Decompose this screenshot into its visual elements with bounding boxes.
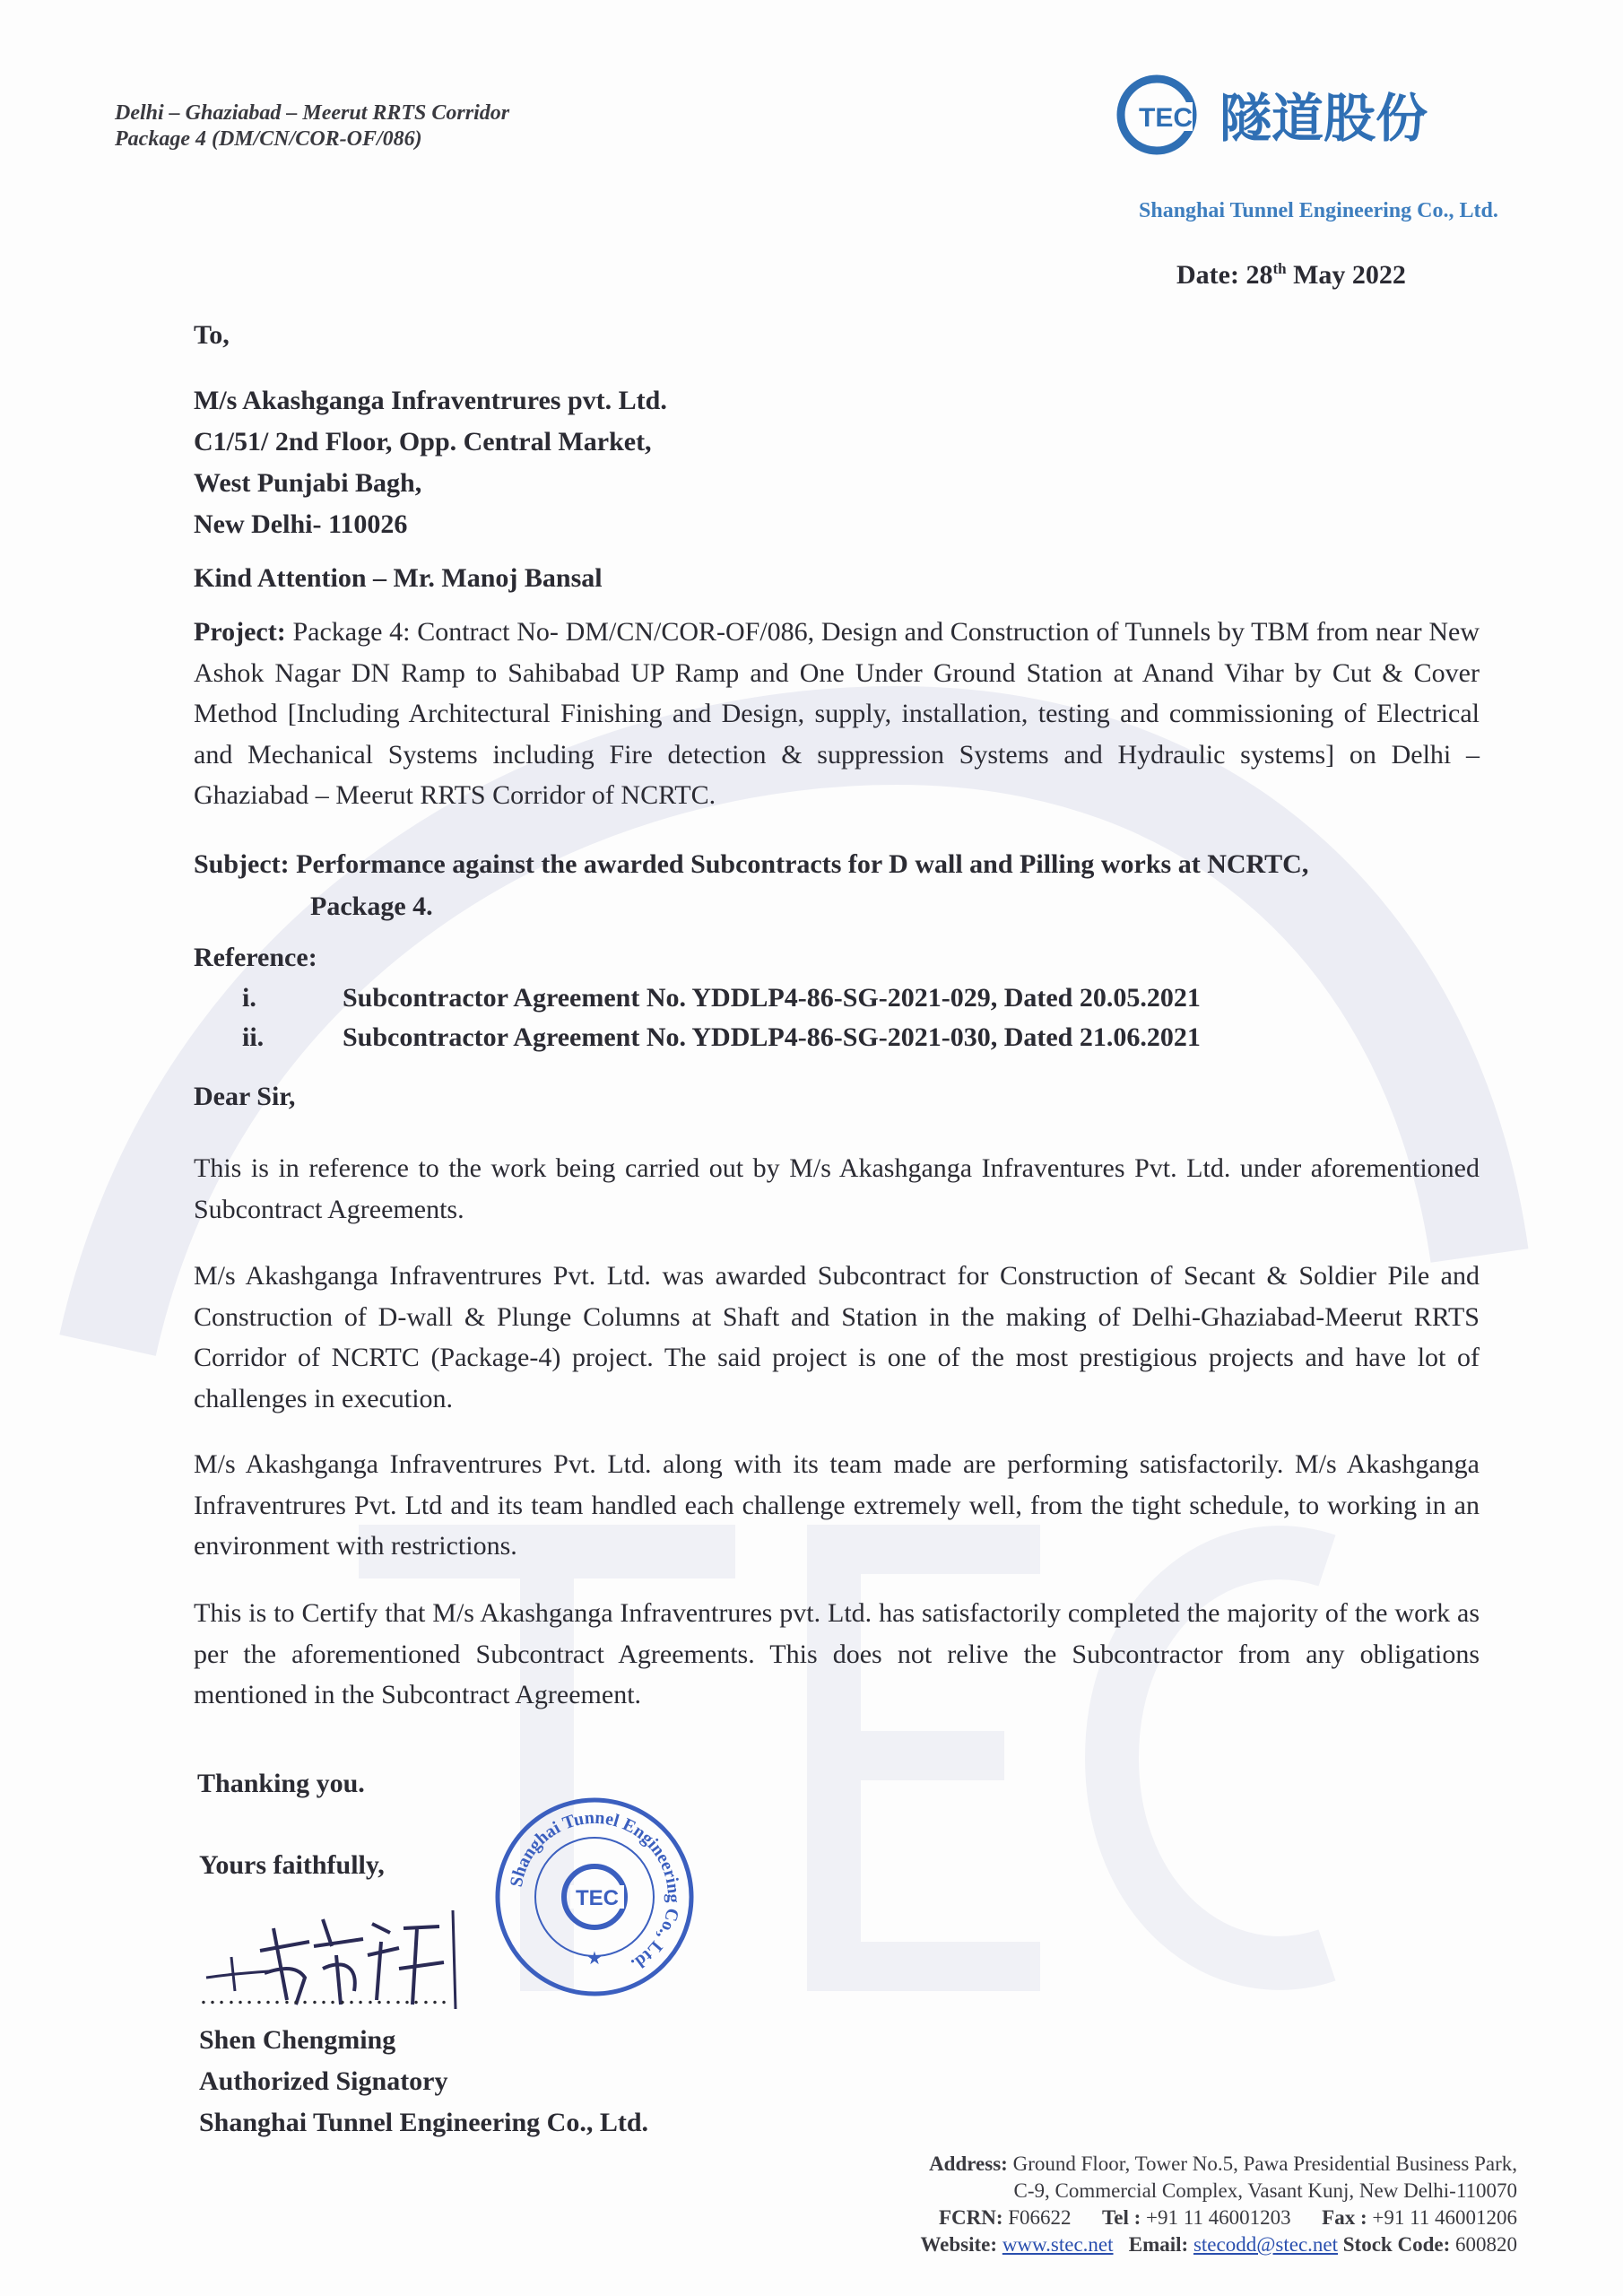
project-text: Package 4: Contract No- DM/CN/COR-OF/086, Design and Construction of Tunnels by TBM from near New Ashok Nagar DN Ramp to Sahibabad UP Ramp and One Under Ground Station at Anand Vihar by Cut & Cover Method [Including Architectural Finishing and Design, supply, installation, testing and commissioning of Electrical and Mechanical Systems including Fire detection & suppression Systems and Hydraulic systems] on Delhi – Ghaziabad – Meerut RRTS Corridor of NCRTC. xyxy=(194,617,1480,810)
seal-ring-text: Shanghai Tunnel Engineering Co., Ltd. xyxy=(506,1807,684,1975)
signature-dots: ……………………… xyxy=(199,1980,449,2010)
logo-chinese: 隧道股份 xyxy=(1219,88,1428,149)
reference-item: i. Subcontractor Agreement No. YDDLP4-86-SG-2021-029, Dated 20.05.2021 xyxy=(242,983,1201,1013)
letter-header xyxy=(115,100,509,152)
package-line: Package 4 (DM/CN/COR-OF/086) xyxy=(115,127,422,151)
seal-center-text: TEC xyxy=(576,1886,619,1910)
recipient-address xyxy=(194,380,667,545)
footer-contacts: FCRN: F06622 Tel : +91 11 46001203 Fax : +91 11 46001206 xyxy=(938,2206,1517,2229)
svg-text:★: ★ xyxy=(586,1949,603,1969)
address-line: West Punjabi Bagh, xyxy=(194,468,422,498)
email-link[interactable]: stecodd@stec.net xyxy=(1193,2233,1339,2256)
website-link[interactable]: www.stec.net xyxy=(1002,2233,1114,2256)
project-paragraph xyxy=(194,612,1480,816)
address-line: New Delhi- 110026 xyxy=(194,509,408,539)
signatory-block xyxy=(199,2020,648,2144)
project-label: Project: xyxy=(194,617,286,647)
attention-line: Kind Attention – Mr. Manoj Bansal xyxy=(194,563,603,593)
thanks-line: Thanking you. xyxy=(197,1769,365,1798)
subject-line1: Subject: Performance against the awarded Subcontracts for D wall and Pilling works at NCRTC, xyxy=(194,849,1309,879)
tec-logo xyxy=(1112,70,1560,160)
footer-address-line2: C-9, Commercial Complex, Vasant Kunj, New Delhi-110070 xyxy=(1013,2179,1517,2202)
reference-heading: Reference: xyxy=(194,943,317,972)
company-name-header: Shanghai Tunnel Engineering Co., Ltd. xyxy=(1139,199,1498,222)
signatory-name: Shen Chengming xyxy=(199,2025,396,2055)
body-paragraph: This is to Certify that M/s Akashganga Infraventrures pvt. Ltd. has satisfactorily completed the majority of the work as per the aforementioned Subcontract Agreements. This does not relive the Subcontractor from any obligations mentioned in the Subcontract Agreement. xyxy=(194,1598,1480,1709)
body-paragraph: This is in reference to the work being carried out by M/s Akashganga Infraventures Pvt. Ltd. under aforementioned Subcontract Agreements. xyxy=(194,1153,1480,1224)
body-paragraph: M/s Akashganga Infraventrures Pvt. Ltd. along with its team made are performing satisfactorily. M/s Akashganga Infraventrures Pvt. Ltd and its team handled each challenge extremely well, from the tight schedule, to working in an environment with restrictions. xyxy=(194,1449,1480,1561)
signatory-title: Authorized Signatory xyxy=(199,2066,448,2096)
subject xyxy=(194,843,1485,927)
footer-web: Website: www.stec.net Email: stecodd@stec.net Stock Code: 600820 xyxy=(920,2233,1517,2256)
closing-line: Yours faithfully, xyxy=(199,1850,385,1880)
address-line: M/s Akashganga Infraventrures pvt. Ltd. xyxy=(194,386,667,415)
to-line: To, xyxy=(194,320,230,350)
signatory-company: Shanghai Tunnel Engineering Co., Ltd. xyxy=(199,2108,649,2137)
company-seal xyxy=(491,1794,698,2000)
letter-date: Date: 28th May 2022 xyxy=(1176,260,1406,290)
salutation: Dear Sir, xyxy=(194,1082,296,1111)
footer-address: Address: Ground Floor, Tower No.5, Pawa Presidential Business Park, xyxy=(929,2152,1517,2175)
project-line: Delhi – Ghaziabad – Meerut RRTS Corridor xyxy=(115,101,510,125)
subject-line2: Package 4. xyxy=(310,891,433,921)
logo-abbrev: TEC xyxy=(1139,103,1193,133)
reference-item: ii. Subcontractor Agreement No. YDDLP4-86-SG-2021-030, Dated 21.06.2021 xyxy=(242,1022,1201,1052)
address-line: C1/51/ 2nd Floor, Opp. Central Market, xyxy=(194,427,652,457)
body-paragraph: M/s Akashganga Infraventrures Pvt. Ltd. was awarded Subcontract for Construction of Secant & Soldier Pile and Construction of D-wall & Plunge Columns at Shaft and Station in the making of Delhi-Ghaziabad-Meerut RRTS Corridor of NCRTC (Package-4) project. The said project is one of the most prestigious projects and have lot of challenges in execution. xyxy=(194,1261,1480,1413)
